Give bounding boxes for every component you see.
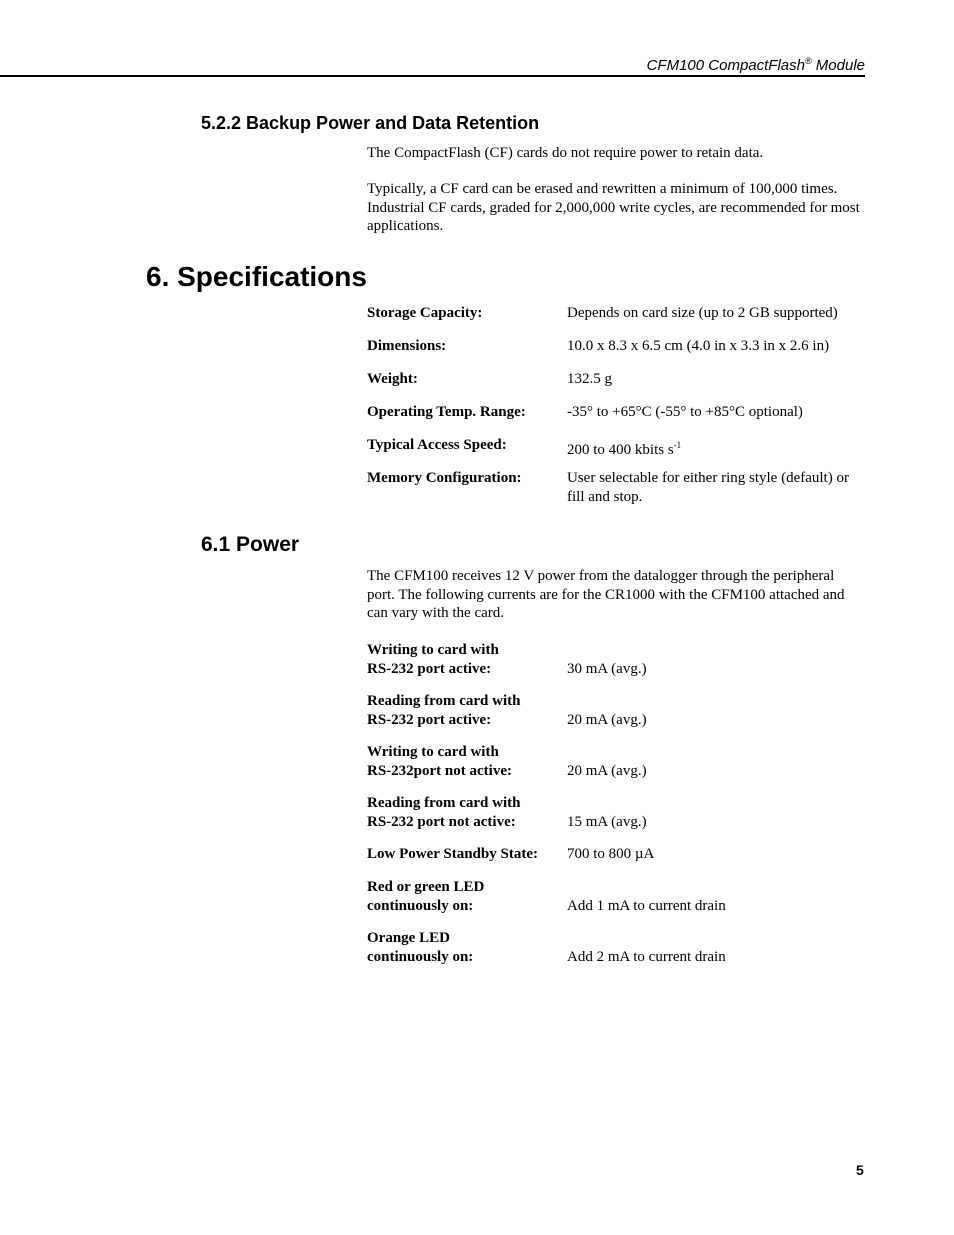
page-number: 5 <box>856 1162 864 1178</box>
current-value: Add 1 mA to current drain <box>567 897 726 914</box>
current-row <box>367 845 865 878</box>
spec-row <box>367 337 865 370</box>
spec-label: Memory Configuration: <box>367 470 522 486</box>
current-label: Reading from card with RS-232 port active: <box>367 693 521 728</box>
spec-value: 200 to 400 kbits $s^{-1}$ <box>567 440 682 458</box>
spec-row <box>367 469 865 506</box>
current-row <box>367 794 865 845</box>
current-value: 30 mA (avg.) <box>567 660 647 677</box>
current-value: 20 mA (avg.) <box>567 711 647 728</box>
section-heading-power: 6.1 Power <box>201 533 300 556</box>
spec-row <box>367 403 865 436</box>
current-row <box>367 878 865 929</box>
unit-superscript: -1 <box>673 440 682 450</box>
power-current-list <box>367 641 865 980</box>
spec-value: -35° to +65°C (-55° to +85°C optional) <box>567 404 803 420</box>
spec-row <box>367 370 865 403</box>
running-header <box>0 52 865 77</box>
spec-label: Operating Temp. Range: <box>367 404 526 420</box>
current-label: Red or green LED continuously on: <box>367 879 485 914</box>
current-label: Low Power Standby State: <box>367 846 538 862</box>
current-row <box>367 641 865 692</box>
current-label: Orange LED continuously on: <box>367 930 474 965</box>
spec-label: Dimensions: <box>367 338 447 354</box>
current-label: Reading from card with RS-232 port not active: <box>367 795 521 830</box>
spec-value: 10.0 x 8.3 x 6.5 cm (4.0 in x 3.3 in x 2.6 in) <box>567 338 830 354</box>
paragraph-cf-power: The CompactFlash (CF) cards do not require power to retain data. <box>367 145 764 161</box>
spec-label: Typical Access Speed: <box>367 437 507 453</box>
spec-label: Storage Capacity: <box>367 305 483 321</box>
current-value: Add 2 mA to current drain <box>567 948 726 965</box>
paragraph-write-cycles: Typically, a CF card can be erased and rewritten a minimum of 100,000 times. Industrial CF cards, graded for 2,000,000 write cycles, are recommended for most applications. <box>367 181 860 234</box>
current-row <box>367 692 865 743</box>
section-heading-5-2-2: 5.2.2 Backup Power and Data Retention <box>201 113 540 133</box>
current-label: Writing to card with RS-232port not active: <box>367 744 512 779</box>
current-label: Writing to card with RS-232 port active: <box>367 642 499 677</box>
spec-label: Weight: <box>367 371 418 387</box>
section-heading-specifications: 6. Specifications <box>146 261 367 292</box>
spec-row <box>367 436 865 469</box>
spec-row <box>367 304 865 337</box>
spec-value: Depends on card size (up to 2 GB supported) <box>567 305 838 321</box>
current-value: 20 mA (avg.) <box>567 762 647 779</box>
spec-value: User selectable for either ring style (default) or fill and stop. <box>567 470 849 505</box>
header-title: CFM100 CompactFlash® Module <box>646 56 865 74</box>
spec-value: 132.5 g <box>567 371 612 387</box>
specifications-list <box>367 304 865 506</box>
current-value: 700 to 800 µA <box>567 846 655 862</box>
paragraph-power-intro: The CFM100 receives 12 V power from the datalogger through the peripheral port. The following currents are for the CR1000 with the CFM100 attached and can vary with the card. <box>367 568 845 621</box>
current-value: 15 mA (avg.) <box>567 813 647 830</box>
current-row <box>367 743 865 794</box>
current-row <box>367 929 865 980</box>
